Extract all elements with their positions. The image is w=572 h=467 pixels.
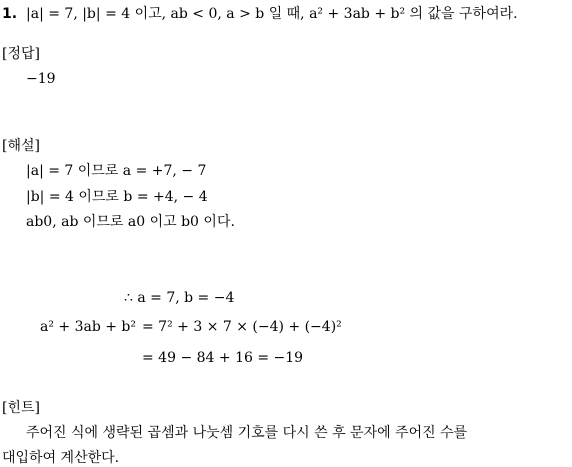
solution-heading: [해설] [2, 138, 40, 154]
equation-lhs: a² + 3ab + b² [40, 319, 137, 335]
solution-line-2: |b| = 4 이므로 b = +4, − 4 [26, 189, 208, 205]
solution-line-1: |a| = 7 이므로 a = +7, − 7 [26, 163, 207, 179]
problem-number: 1. [2, 6, 18, 22]
solution-conclusion: ∴ a = 7, b = −4 [124, 290, 235, 306]
answer-heading: [정답] [2, 46, 40, 62]
hint-line-2: 대입하여 계산한다. [2, 450, 120, 466]
problem-text: |a| = 7, |b| = 4 이고, ab < 0, a > b 일 때, a² + 3ab + b² 의 값을 구하여라. [26, 6, 518, 22]
equation-rhs-2: = 49 − 84 + 16 = −19 [142, 350, 304, 366]
hint-line-1: 주어진 식에 생략된 곱셈과 나눗셈 기호를 다시 쓴 후 문자에 주어진 수를 [26, 425, 468, 441]
equation-rhs-1: = 7² + 3 × 7 × (−4) + (−4)² [142, 319, 342, 335]
solution-line-3: ab0, ab 이므로 a0 이고 b0 이다. [26, 214, 235, 230]
hint-heading: [힌트] [2, 400, 40, 416]
answer-value: −19 [26, 71, 56, 87]
